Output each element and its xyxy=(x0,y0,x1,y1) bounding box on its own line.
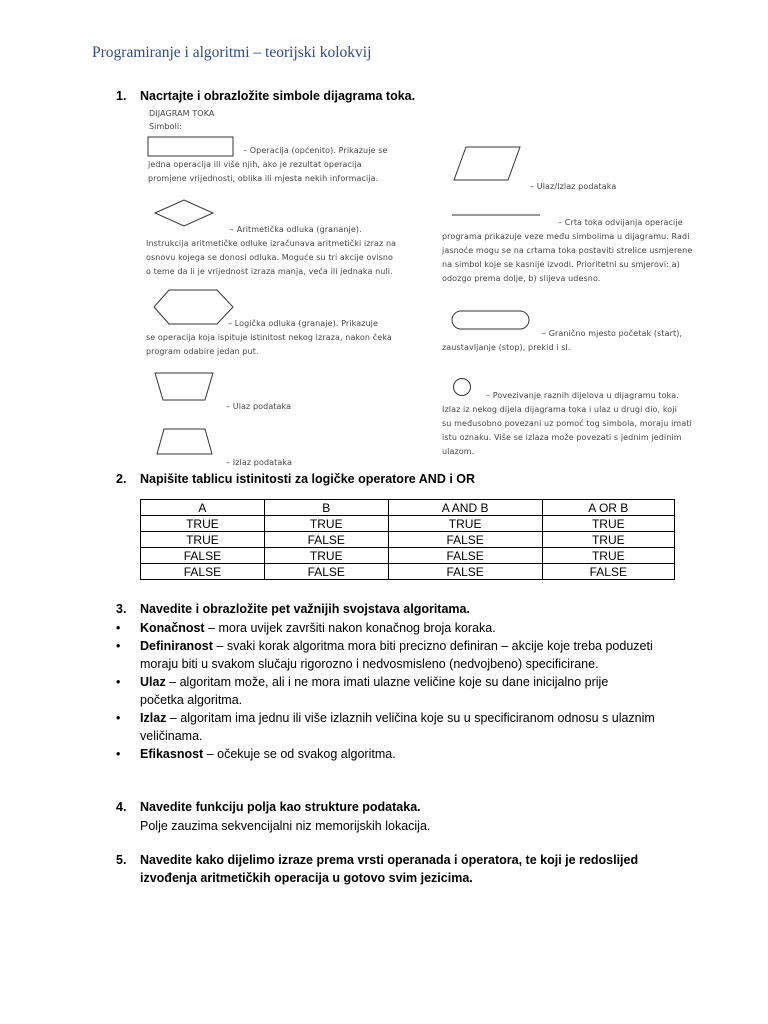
question-text-cont: izvođenja aritmetičkih operacija u gotovo svim jezicima. xyxy=(140,871,473,885)
truth-table-cell: TRUE xyxy=(264,548,388,564)
property-desc-cont: veličinama. xyxy=(140,728,203,743)
question-text: Navedite i obrazložite pet važnijih svojstava algoritama. xyxy=(140,602,470,616)
flowchart-subheading: Simboli: xyxy=(149,122,183,131)
truth-table xyxy=(140,499,675,580)
flowline-desc-1: – Crta toka odvijanja operacije xyxy=(558,218,683,227)
connector-desc-1: – Povezivanje raznih dijelova u dijagramu toka. xyxy=(486,391,679,400)
flowline-desc-2: programa prikazuje veze među simbolima u dijagramu. Radi xyxy=(442,232,690,241)
input-desc: – Ulaz podataka xyxy=(226,402,292,411)
bullet-icon: • xyxy=(116,621,121,635)
property-desc: – algoritam ima jednu ili više izlaznih veličina koje su u specificiranom odnosu s ulaznim xyxy=(166,711,655,725)
property-term: Definiranost xyxy=(140,639,213,653)
arithmetic-desc-2: Instrukcija aritmetičke odluke izračunava aritmetički izraz na xyxy=(146,239,397,248)
terminal-desc-2: zaustavljanje (stop), prekid i sl. xyxy=(442,343,571,352)
io-desc: – Ulaz/Izlaz podataka xyxy=(530,182,617,191)
connector-desc-4: istu oznaku. Više se izlaza može povezati s jednim jedinim xyxy=(442,433,682,442)
arithmetic-desc-4: o teme da li je vrijednost izraza manja, veća ili jednaka nuli. xyxy=(146,267,393,276)
truth-table-cell: FALSE xyxy=(264,564,388,580)
truth-table-header: A AND B xyxy=(388,500,542,516)
bullet-icon: • xyxy=(116,711,121,725)
question-text: Nacrtajte i obrazložite simbole dijagrama toka. xyxy=(140,89,416,103)
property-term: Efikasnost xyxy=(140,747,204,761)
connector-symbol xyxy=(454,379,471,396)
truth-table-row xyxy=(141,548,675,564)
operation-desc-2: jedna operacija ili više njih, ako je rezultat operacija xyxy=(148,160,362,169)
truth-table-cell: TRUE xyxy=(264,516,388,532)
property-desc-cont: početka algoritma. xyxy=(140,692,243,707)
truth-table-header: B xyxy=(264,500,388,516)
truth-table-cell: TRUE xyxy=(542,532,674,548)
truth-table-cell: TRUE xyxy=(388,516,542,532)
flowline-desc-4: na simbol koje se kasnije izvodi. Prioritetni su smjerovi: a) xyxy=(442,260,680,269)
truth-table-header: A OR B xyxy=(542,500,674,516)
question-number: 4. xyxy=(116,800,127,814)
truth-table-cell: TRUE xyxy=(542,548,674,564)
logical-desc-2: se operacija koja ispituje istinitost nekog izraza, nakon čeka xyxy=(146,333,392,342)
question-number: 1. xyxy=(116,89,127,103)
question-text: Napišite tablicu istinitosti za logičke operatore AND i OR xyxy=(140,472,476,486)
bullet-icon: • xyxy=(116,747,121,761)
truth-table-header-row xyxy=(141,500,675,516)
question-number: 3. xyxy=(116,602,127,616)
question-number: 5. xyxy=(116,853,127,867)
truth-table-cell: FALSE xyxy=(388,532,542,548)
arithmetic-desc-3: osnovu kojega se donosi odluka. Moguće su tri akcije ovisno xyxy=(146,253,394,262)
flowchart-heading: DIJAGRAM TOKA xyxy=(149,109,215,118)
bullet-icon: • xyxy=(116,675,121,689)
logical-desc-1: – Logička odluka (granaje). Prikazuje xyxy=(228,319,379,328)
truth-table-cell: FALSE xyxy=(388,564,542,580)
logical-decision-symbol xyxy=(154,290,233,324)
truth-table-row xyxy=(141,516,675,532)
terminal-symbol xyxy=(452,311,529,329)
property-desc: – algoritam može, ali i ne mora imati ulazne veličine koje su dane inicijalno prije xyxy=(165,675,609,689)
truth-table-cell: TRUE xyxy=(141,516,265,532)
operation-desc-1: – Operacija (općenito). Prikazuje se xyxy=(243,146,388,155)
truth-table-row xyxy=(141,564,675,580)
operation-desc-3: promjene vrijednosti, oblika ili mjesta nekih informacija. xyxy=(148,174,379,183)
property-desc-cont: moraju biti u svakom slučaju rigorozno i nedvosmisleno (nedvojbeno) specificirane. xyxy=(140,656,599,671)
property-term: Izlaz xyxy=(140,711,167,725)
connector-desc-2: Izlaz iz nekog dijela dijagrama toka i ulaz u drugi dio, koji xyxy=(442,405,677,414)
flowline-desc-3: jasnoće mogu se na crtama toka postaviti strelice usmjerene xyxy=(442,246,693,255)
flowline-desc-5: odozgo prema dolje, b) slijeva udesno. xyxy=(442,274,601,283)
arithmetic-decision-symbol xyxy=(155,200,213,226)
truth-table-cell: TRUE xyxy=(542,516,674,532)
property-desc: – svaki korak algoritma mora biti precizno definiran – akcije koje treba poduzeti xyxy=(212,639,653,653)
question-text: Navedite kako dijelimo izraze prema vrsti operanada i operatora, te koji je redoslijed xyxy=(140,853,639,867)
truth-table-cell: FALSE xyxy=(264,532,388,548)
logical-desc-3: program odabire jedan put. xyxy=(146,347,259,356)
truth-table-cell: FALSE xyxy=(141,548,265,564)
truth-table-header: A xyxy=(141,500,265,516)
truth-table-cell: FALSE xyxy=(388,548,542,564)
truth-table-cell: TRUE xyxy=(141,532,265,548)
question-number: 2. xyxy=(116,472,127,486)
flowchart-symbols-figure xyxy=(138,106,694,466)
property-desc: – mora uvijek završiti nakon konačnog broja koraka. xyxy=(204,621,496,635)
property-desc: – očekuje se od svakog algoritma. xyxy=(203,747,396,761)
property-term: Konačnost xyxy=(140,621,205,635)
truth-table-row xyxy=(141,532,675,548)
connector-desc-3: su međusobno povezani uz pomoć tog simbola, moraju imati xyxy=(442,419,692,428)
question-text: Navedite funkciju polja kao strukture podataka. xyxy=(140,800,421,814)
input-symbol xyxy=(155,373,213,400)
property-term: Ulaz xyxy=(140,675,166,689)
document-title: Programiranje i algoritmi – teorijski kolokvij xyxy=(92,44,372,61)
connector-desc-5: ulazom. xyxy=(442,447,475,456)
terminal-desc-1: – Granično mjesto početak (start), xyxy=(542,329,683,338)
operation-symbol xyxy=(148,137,233,156)
arithmetic-desc-1: – Aritmetička odluka (grananje). xyxy=(230,225,362,234)
output-symbol xyxy=(157,429,212,454)
truth-table-cell: FALSE xyxy=(542,564,674,580)
answer-4: Polje zauzima sekvencijalni niz memorijskih lokacija. xyxy=(140,819,431,833)
bullet-icon: • xyxy=(116,639,121,653)
io-symbol xyxy=(454,147,520,180)
truth-table-cell: FALSE xyxy=(141,564,265,580)
output-desc: – Izlaz podataka xyxy=(226,458,292,467)
